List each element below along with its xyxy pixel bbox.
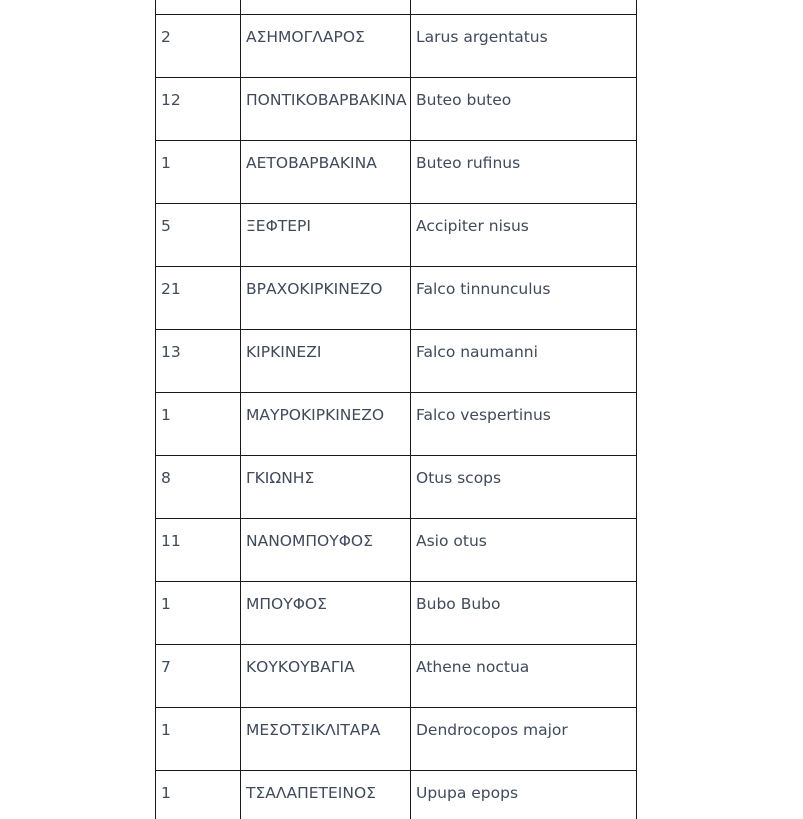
latin-name-cell bbox=[411, 0, 637, 15]
latin-name-cell bbox=[411, 267, 637, 330]
count-text: 13 bbox=[161, 343, 181, 361]
table-row bbox=[156, 582, 637, 645]
count-text: 5 bbox=[161, 217, 171, 235]
table-row bbox=[156, 645, 637, 708]
greek-name-text: ΜΠΟΥΦΟΣ bbox=[246, 595, 327, 613]
table-row bbox=[156, 393, 637, 456]
count-text: 1 bbox=[161, 154, 171, 172]
latin-name-cell bbox=[411, 393, 637, 456]
latin-name-cell bbox=[411, 645, 637, 708]
latin-name-cell bbox=[411, 204, 637, 267]
count-text: 12 bbox=[161, 91, 181, 109]
latin-name-cell bbox=[411, 330, 637, 393]
latin-name-text: Buteo buteo bbox=[416, 91, 512, 109]
greek-name-cell bbox=[241, 456, 411, 519]
greek-name-text: ΞΕΦΤΕΡΙ bbox=[246, 217, 311, 235]
table-row bbox=[156, 15, 637, 78]
latin-name-cell bbox=[411, 141, 637, 204]
count-text: 1 bbox=[161, 721, 171, 739]
count-text: 2 bbox=[161, 28, 171, 46]
count-text: 1 bbox=[161, 784, 171, 802]
count-cell bbox=[156, 393, 241, 456]
greek-name-cell bbox=[241, 393, 411, 456]
count-text: 1 bbox=[161, 595, 171, 613]
count-cell bbox=[156, 645, 241, 708]
count-cell bbox=[156, 456, 241, 519]
latin-name-text: Asio otus bbox=[416, 532, 487, 550]
count-text: 7 bbox=[161, 658, 171, 676]
greek-name-text: ΒΡΑΧΟΚΙΡΚΙΝΕΖΟ bbox=[246, 280, 383, 298]
table-row bbox=[156, 0, 637, 15]
table-row bbox=[156, 708, 637, 771]
latin-name-text: Bubo Bubo bbox=[416, 595, 501, 613]
latin-name-cell bbox=[411, 15, 637, 78]
count-cell bbox=[156, 0, 241, 15]
greek-name-text: ΝΑΝΟΜΠΟΥΦΟΣ bbox=[246, 532, 373, 550]
greek-name-cell bbox=[241, 204, 411, 267]
greek-name-text: ΑΕΤΟΒΑΡΒΑΚΙΝΑ bbox=[246, 154, 377, 172]
count-cell bbox=[156, 708, 241, 771]
greek-name-cell bbox=[241, 708, 411, 771]
latin-name-text: Falco naumanni bbox=[416, 343, 538, 361]
latin-name-text: Otus scops bbox=[416, 469, 502, 487]
latin-name-text: Larus argentatus bbox=[416, 28, 548, 46]
table-row bbox=[156, 78, 637, 141]
count-cell bbox=[156, 330, 241, 393]
greek-name-text: ΜΕΣΟΤΣΙΚΛΙΤΑΡΑ bbox=[246, 721, 381, 739]
count-cell bbox=[156, 771, 241, 819]
greek-name-cell bbox=[241, 582, 411, 645]
greek-name-text: ΓΚΙΩΝΗΣ bbox=[246, 469, 315, 487]
greek-name-text: ΑΣΗΜΟΓΛΑΡΟΣ bbox=[246, 28, 365, 46]
count-cell bbox=[156, 519, 241, 582]
latin-name-text: Accipiter nisus bbox=[416, 217, 529, 235]
latin-name-cell bbox=[411, 582, 637, 645]
latin-name-cell bbox=[411, 519, 637, 582]
table-row bbox=[156, 267, 637, 330]
count-cell bbox=[156, 15, 241, 78]
greek-name-cell bbox=[241, 141, 411, 204]
table-row bbox=[156, 330, 637, 393]
greek-name-cell bbox=[241, 0, 411, 15]
count-cell bbox=[156, 141, 241, 204]
table-row bbox=[156, 519, 637, 582]
table-row bbox=[156, 141, 637, 204]
table-row bbox=[156, 204, 637, 267]
greek-name-cell bbox=[241, 645, 411, 708]
latin-name-text: Upupa epops bbox=[416, 784, 519, 802]
count-cell bbox=[156, 582, 241, 645]
table-row bbox=[156, 456, 637, 519]
latin-name-cell bbox=[411, 78, 637, 141]
greek-name-text: ΠΟΝΤΙΚΟΒΑΡΒΑΚΙΝΑ bbox=[246, 91, 407, 109]
greek-name-cell bbox=[241, 78, 411, 141]
greek-name-cell bbox=[241, 519, 411, 582]
count-text: 21 bbox=[161, 280, 181, 298]
count-cell bbox=[156, 204, 241, 267]
latin-name-cell bbox=[411, 708, 637, 771]
latin-name-text: Buteo rufinus bbox=[416, 154, 521, 172]
latin-name-cell bbox=[411, 771, 637, 819]
greek-name-cell bbox=[241, 330, 411, 393]
latin-name-text: Falco vespertinus bbox=[416, 406, 551, 424]
latin-name-cell bbox=[411, 456, 637, 519]
greek-name-text: ΤΣΑΛΑΠΕΤΕΙΝΟΣ bbox=[246, 784, 376, 802]
latin-name-text: Athene noctua bbox=[416, 658, 530, 676]
count-cell bbox=[156, 267, 241, 330]
latin-name-text: Dendrocopos major bbox=[416, 721, 568, 739]
greek-name-cell bbox=[241, 771, 411, 819]
count-cell bbox=[156, 78, 241, 141]
count-text: 11 bbox=[161, 532, 181, 550]
table-row bbox=[156, 771, 637, 819]
bird-species-table bbox=[155, 0, 637, 819]
greek-name-text: ΚΙΡΚΙΝΕΖΙ bbox=[246, 343, 322, 361]
count-text: 8 bbox=[161, 469, 171, 487]
latin-name-text: Falco tinnunculus bbox=[416, 280, 551, 298]
greek-name-cell bbox=[241, 267, 411, 330]
greek-name-text: ΜΑΥΡΟΚΙΡΚΙΝΕΖΟ bbox=[246, 406, 385, 424]
count-text: 1 bbox=[161, 406, 171, 424]
greek-name-cell bbox=[241, 15, 411, 78]
greek-name-text: ΚΟΥΚΟΥΒΑΓΙΑ bbox=[246, 658, 355, 676]
